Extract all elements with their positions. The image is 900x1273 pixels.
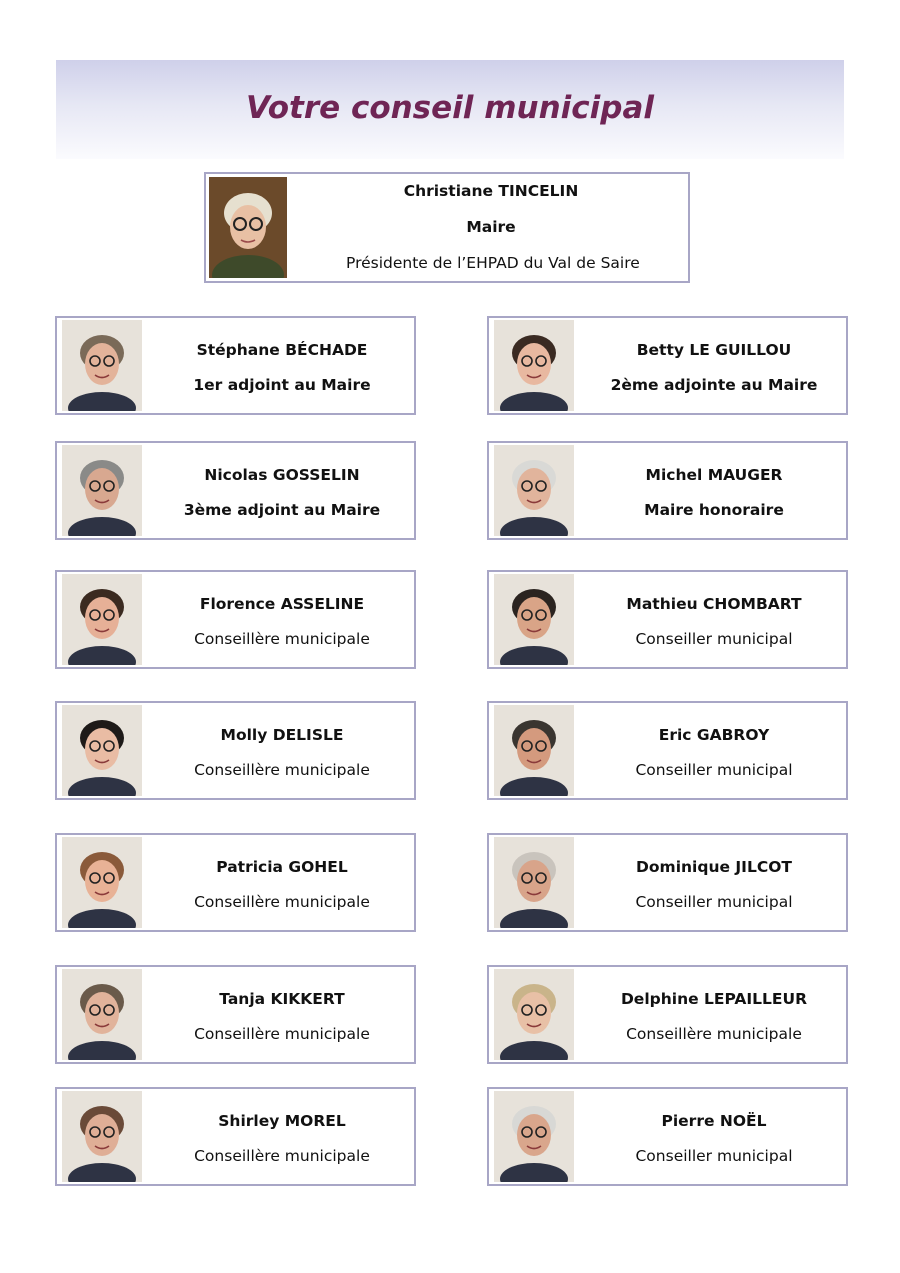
member-photo xyxy=(62,445,142,536)
member-name: Patricia GOHEL xyxy=(216,858,348,876)
member-text xyxy=(604,1089,824,1184)
member-card xyxy=(487,441,848,540)
member-card xyxy=(55,570,416,669)
member-photo xyxy=(62,969,142,1060)
member-text xyxy=(604,967,824,1062)
member-text xyxy=(172,572,392,667)
member-role: Conseillère municipale xyxy=(194,1025,370,1043)
member-card xyxy=(487,570,848,669)
mayor-extra: Présidente de l’EHPAD du Val de Saire xyxy=(346,254,640,272)
mayor-name: Christiane TINCELIN xyxy=(403,182,579,200)
member-name: Michel MAUGER xyxy=(645,466,783,484)
member-role: Conseillère municipale xyxy=(194,761,370,779)
member-photo xyxy=(494,837,574,928)
member-name: Betty LE GUILLOU xyxy=(636,341,792,359)
member-name: Mathieu CHOMBART xyxy=(626,595,802,613)
mayor-text xyxy=(346,174,640,281)
member-role: Conseiller municipal xyxy=(635,630,793,648)
member-card xyxy=(55,833,416,932)
member-name: Stéphane BÉCHADE xyxy=(196,341,368,359)
mayor-role: Maire xyxy=(466,218,516,236)
member-name: Florence ASSELINE xyxy=(199,595,365,613)
member-photo xyxy=(494,1091,574,1182)
member-text xyxy=(172,443,392,538)
member-photo xyxy=(62,574,142,665)
member-text xyxy=(604,443,824,538)
page-title: Votre conseil municipal xyxy=(245,90,655,126)
member-card xyxy=(55,701,416,800)
member-name: Eric GABROY xyxy=(658,726,770,744)
member-role: Conseiller municipal xyxy=(635,761,793,779)
member-text xyxy=(604,835,824,930)
member-card xyxy=(487,701,848,800)
member-photo xyxy=(62,837,142,928)
member-card xyxy=(55,441,416,540)
member-text xyxy=(172,967,392,1062)
member-role: Conseiller municipal xyxy=(635,1147,793,1165)
member-name: Pierre NOËL xyxy=(661,1112,767,1130)
member-photo xyxy=(494,705,574,796)
member-card xyxy=(487,316,848,415)
member-text xyxy=(604,318,824,413)
member-name: Dominique JILCOT xyxy=(636,858,792,876)
member-text xyxy=(604,572,824,667)
member-role: Conseillère municipale xyxy=(194,630,370,648)
member-name: Molly DELISLE xyxy=(220,726,344,744)
member-card xyxy=(55,316,416,415)
member-photo xyxy=(62,320,142,411)
member-photo xyxy=(62,705,142,796)
member-text xyxy=(172,835,392,930)
member-photo xyxy=(62,1091,142,1182)
member-photo xyxy=(494,969,574,1060)
member-role: Maire honoraire xyxy=(644,501,784,519)
member-card xyxy=(487,965,848,1064)
member-text xyxy=(172,703,392,798)
member-card xyxy=(55,965,416,1064)
member-photo xyxy=(494,574,574,665)
mayor-photo xyxy=(209,177,287,278)
member-card xyxy=(55,1087,416,1186)
member-name: Tanja KIKKERT xyxy=(219,990,345,1008)
member-role: Conseillère municipale xyxy=(626,1025,802,1043)
member-text xyxy=(604,703,824,798)
member-role: 2ème adjointe au Maire xyxy=(610,376,818,394)
member-name: Delphine LEPAILLEUR xyxy=(620,990,808,1008)
member-role: Conseillère municipale xyxy=(194,1147,370,1165)
member-photo xyxy=(494,320,574,411)
member-card xyxy=(487,1087,848,1186)
member-card xyxy=(487,833,848,932)
member-text xyxy=(172,318,392,413)
mayor-card xyxy=(204,172,690,283)
title-banner xyxy=(56,60,844,159)
member-photo xyxy=(494,445,574,536)
member-role: Conseiller municipal xyxy=(635,893,793,911)
member-role: 3ème adjoint au Maire xyxy=(183,501,381,519)
member-name: Shirley MOREL xyxy=(218,1112,346,1130)
member-role: 1er adjoint au Maire xyxy=(193,376,371,394)
member-text xyxy=(172,1089,392,1184)
member-role: Conseillère municipale xyxy=(194,893,370,911)
member-name: Nicolas GOSSELIN xyxy=(204,466,360,484)
